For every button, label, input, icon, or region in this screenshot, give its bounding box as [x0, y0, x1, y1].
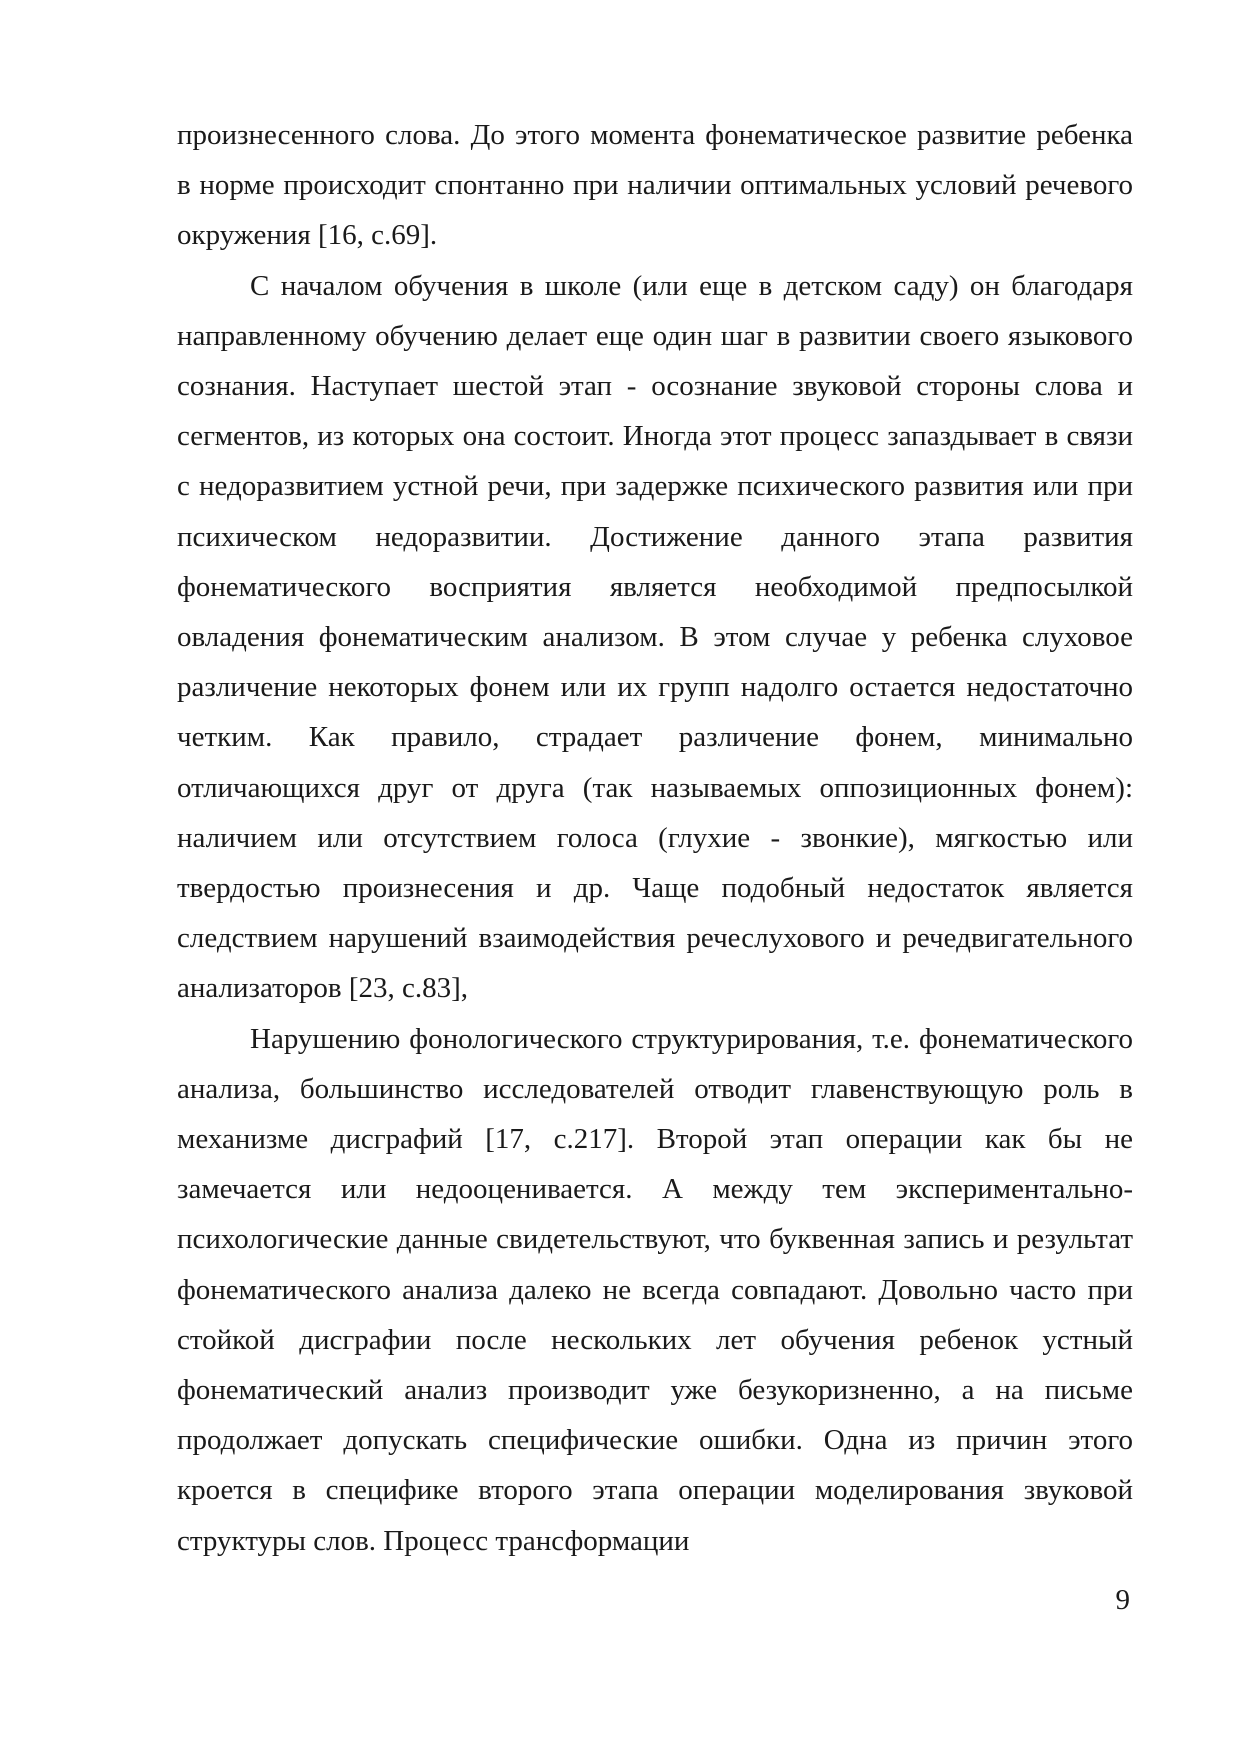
paragraph-1: произнесенного слова. До этого момента фонематическое развитие ребенка в норме происходит спонтанно при наличии оптимальных условий речевого окружения [16, с.69].	[177, 119, 1133, 252]
page-number: 9	[1115, 1584, 1130, 1616]
paragraph-3: Нарушению фонологического структурирования, т.е. фонематического анализа, большинство исследователей отводит главенствующую роль в механизме дисграфий [17, с.217]. Второй этап операции как бы не замечается или недооценивается. А между тем экспериментально-психологические данные свидетельствуют, что буквенная запись и результат фонематического анализа далеко не всегда совпадают. Довольно часто при стойкой дисграфии после нескольких лет обучения ребенок устный фонематический анализ производит уже безукоризненно, а на письме продолжает допускать специфические ошибки. Одна из причин этого кроется в специфике второго этапа операции моделирования звуковой структуры слов. Процесс трансформации	[177, 1022, 1133, 1557]
paragraph-2: С началом обучения в школе (или еще в детском саду) он благодаря направленному обучению делает еще один шаг в развитии своего языкового сознания. Наступает шестой этап - осознание звуковой стороны слова и сегментов, из которых она состоит. Иногда этот процесс запаздывает в связи с недоразвитием устной речи, при задержке психического развития или при психическом недоразвитии. Достижение данного этапа развития фонематического восприятия является необходимой предпосылкой овладения фонематическим анализом. В этом случае у ребенка слуховое различение некоторых фонем или их групп надолго остается недостаточно четким. Как правило, страдает различение фонем, минимально отличающихся друг от друга (так называемых оппозиционных фонем): наличием или отсутствием голоса (глухие - звонкие), мягкостью или твердостью произнесения и др. Чаще подобный недостаток является следствием нарушений взаимодействия речеслухового и речедвигательного анализаторов [23, с.83],	[177, 269, 1133, 1005]
body-text	[177, 110, 1133, 1566]
